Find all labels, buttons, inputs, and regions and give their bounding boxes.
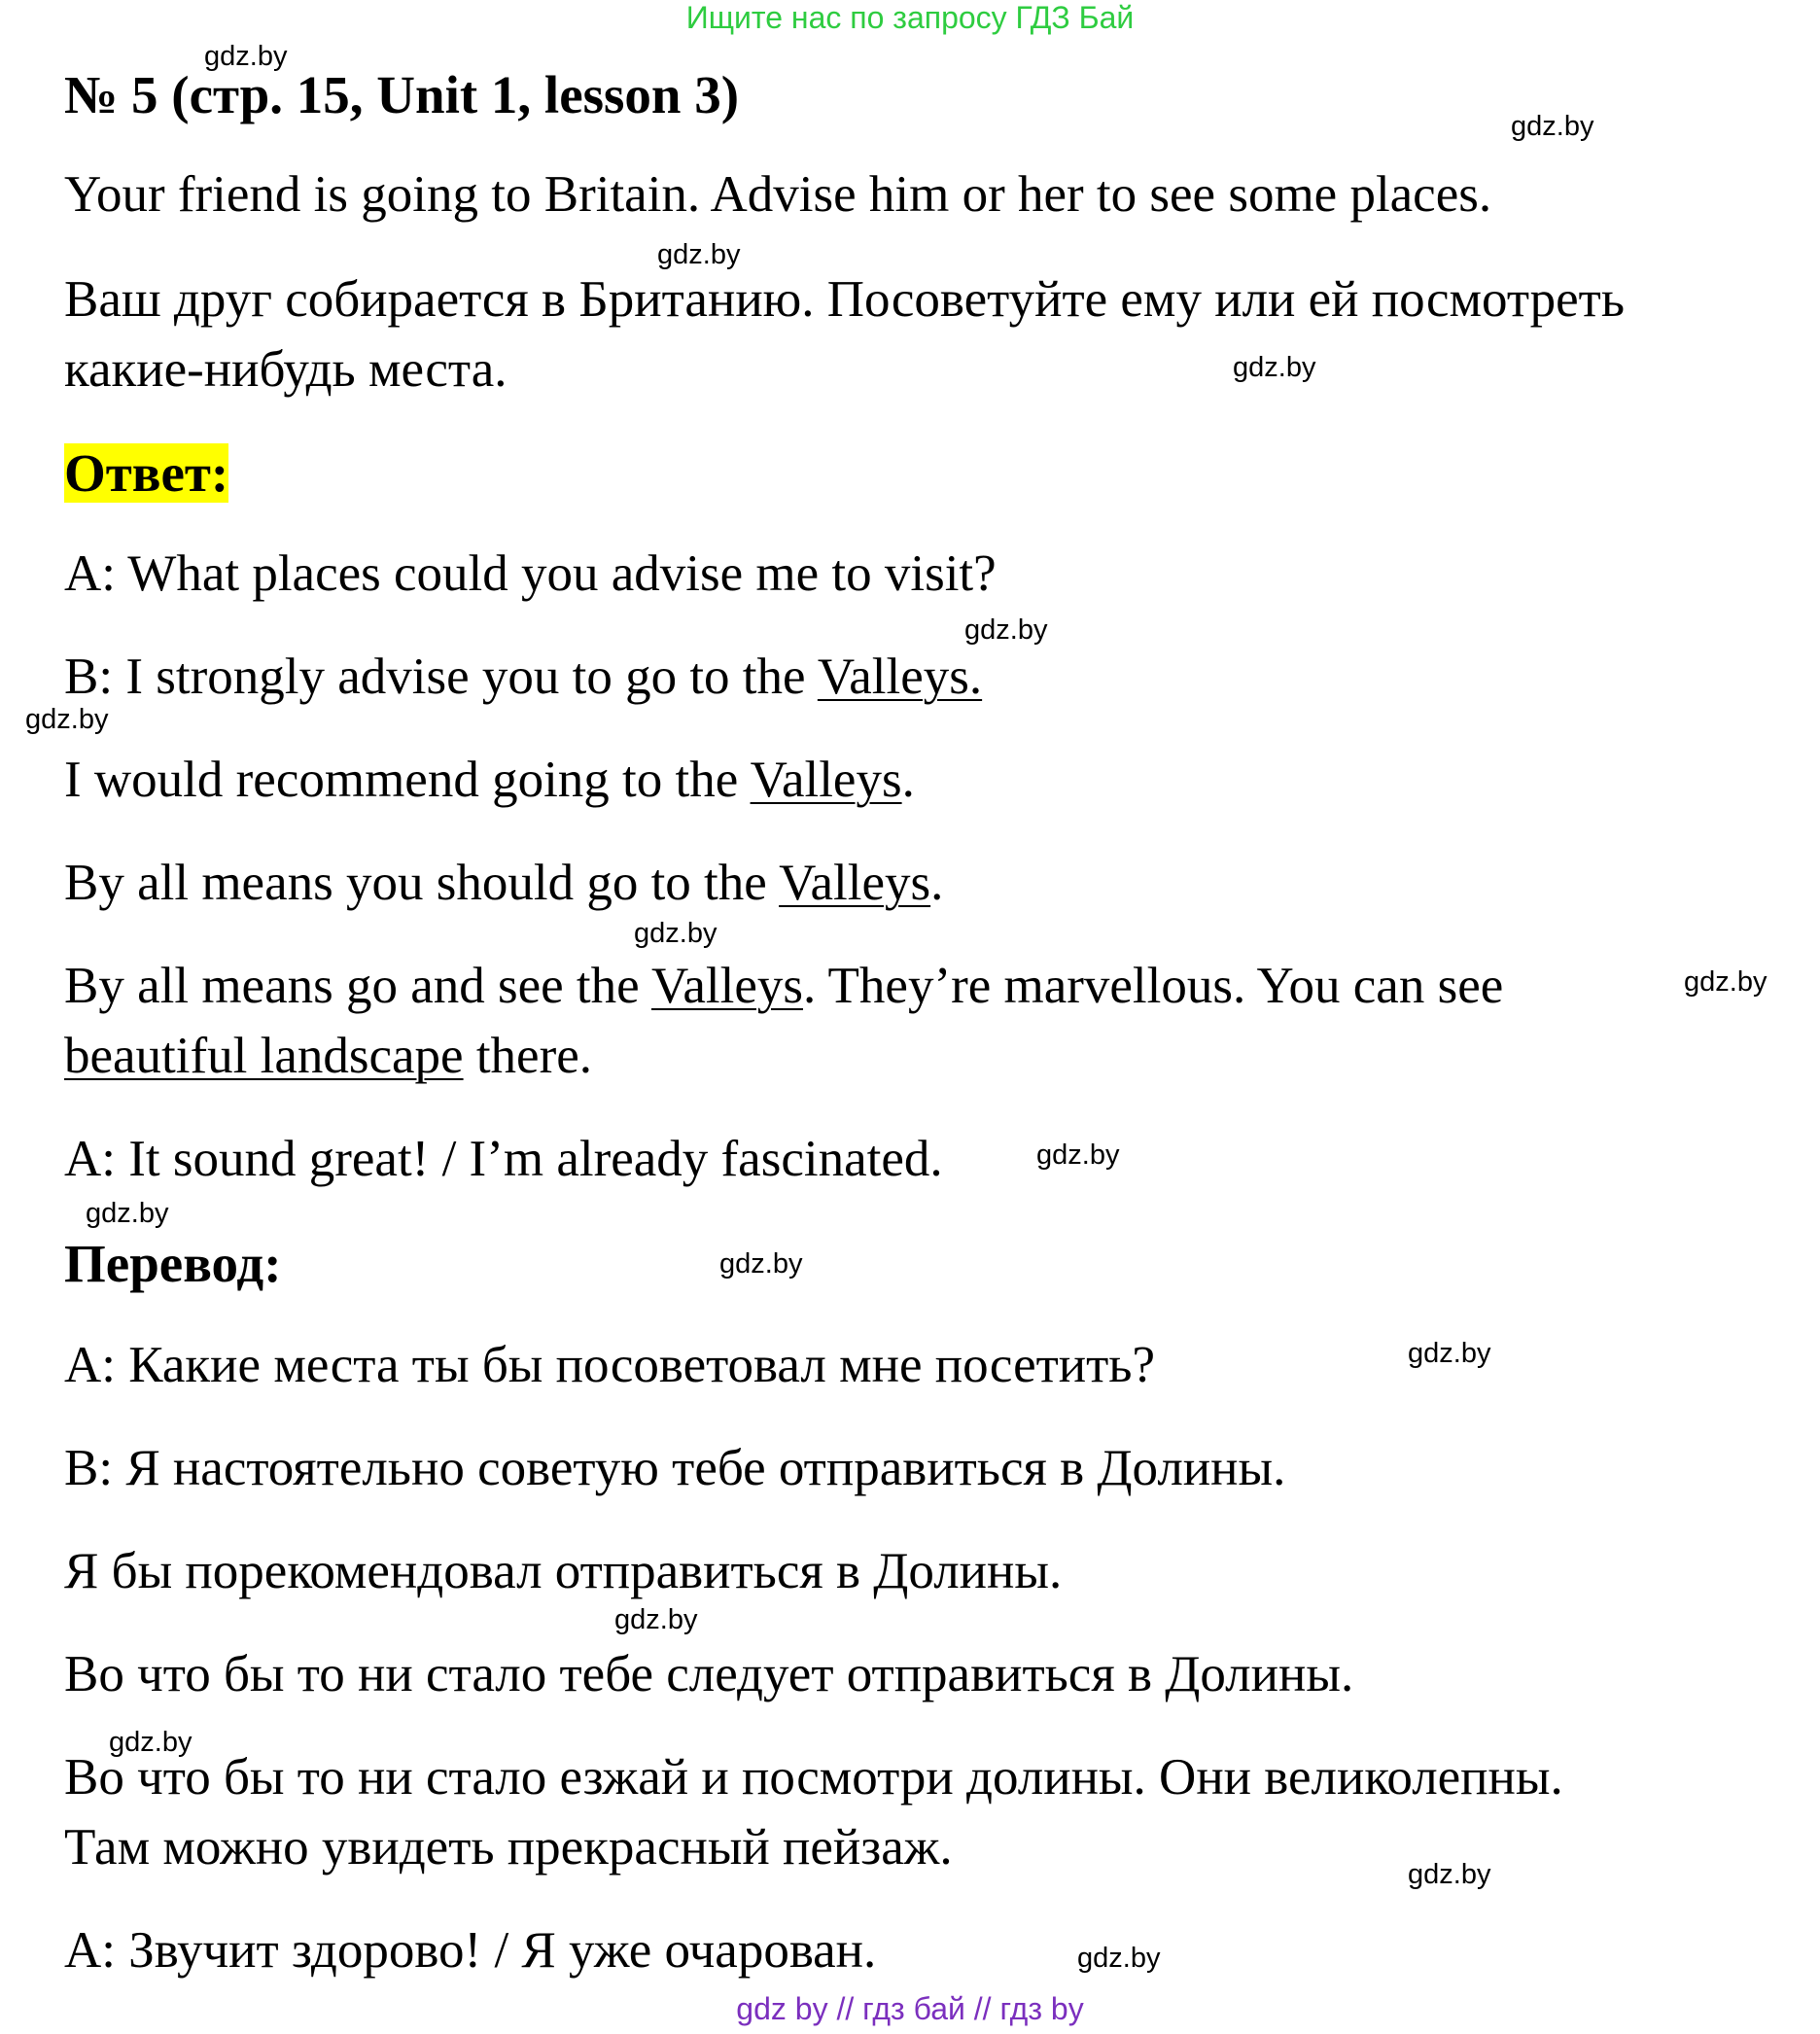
task-english: Your friend is going to Britain. Advise him or her to see some places.: [64, 166, 1492, 223]
watermark: gdz.by: [964, 614, 1048, 646]
watermark: gdz.by: [86, 1198, 169, 1229]
top-banner[interactable]: Ищите нас по запросу ГДЗ Бай: [685, 0, 1135, 35]
translation-line-4: Во что бы то ни стало тебе следует отправиться в Долины.: [64, 1646, 1354, 1702]
answer-line-5: [64, 957, 1503, 1015]
watermark: gdz.by: [719, 1248, 803, 1280]
bottom-banner[interactable]: gdz by // гдз бай // гдз by: [736, 1991, 1084, 2026]
translation-line-5: Во что бы то ни стало езжай и посмотри долины. Они великолепны.: [64, 1749, 1563, 1806]
answer-line-4: [64, 854, 943, 912]
answer-line-5-text: By all means go and see the: [64, 958, 651, 1014]
answer-line-2: [64, 648, 982, 706]
translation-line-3: Я бы порекомендовал отправиться в Долины.: [64, 1543, 1063, 1599]
answer-line-2-underlined: Valleys.: [817, 649, 983, 705]
answer-heading: [64, 442, 228, 504]
watermark: gdz.by: [25, 704, 109, 735]
answer-line-6-end: there.: [463, 1028, 593, 1084]
watermark: gdz.by: [109, 1727, 192, 1758]
answer-line-5-underlined: Valleys: [650, 958, 803, 1014]
answer-line-3-text: I would recommend going to the: [64, 752, 751, 808]
translation-line-1: A: Какие места ты бы посоветовал мне посетить?: [64, 1337, 1156, 1393]
answer-line-4-text: By all means you should go to the: [64, 855, 780, 911]
answer-line-3-underlined: Valleys: [750, 752, 902, 808]
answer-line-6: [64, 1027, 592, 1085]
answer-line-3-end: .: [901, 752, 915, 808]
translation-heading: Перевод:: [64, 1234, 282, 1293]
answer-line-4-end: .: [930, 855, 944, 911]
answer-line-6-underlined: beautiful landscape: [64, 1028, 464, 1084]
watermark: gdz.by: [634, 918, 718, 949]
translation-line-7: A: Звучит здорово! / Я уже очарован.: [64, 1922, 877, 1979]
answer-line-3: [64, 751, 915, 809]
watermark: gdz.by: [1233, 352, 1316, 383]
answer-line-7: A: It sound great! / I’m already fascinated.: [64, 1131, 943, 1187]
answer-line-2-text: B: I strongly advise you to go to the: [64, 649, 818, 705]
task-russian-line-2: какие-нибудь места.: [64, 341, 508, 398]
watermark: gdz.by: [1408, 1338, 1491, 1369]
translation-line-6: Там можно увидеть прекрасный пейзаж.: [64, 1819, 953, 1876]
watermark: gdz.by: [1408, 1859, 1491, 1890]
translation-line-2: B: Я настоятельно советую тебе отправиться в Долины.: [64, 1440, 1286, 1496]
task-russian-line-1: Ваш друг собирается в Британию. Посоветуйте ему или ей посмотреть: [64, 271, 1625, 328]
watermark: gdz.by: [1511, 111, 1594, 142]
answer-line-5-end: . They’re marvellous. You can see: [803, 958, 1504, 1014]
page-title: № 5 (стр. 15, Unit 1, lesson 3): [64, 65, 740, 124]
answer-line-1: A: What places could you advise me to visit?: [64, 545, 997, 602]
answer-line-4-underlined: Valleys: [779, 855, 931, 911]
watermark: gdz.by: [657, 239, 741, 270]
watermark: gdz.by: [204, 41, 288, 72]
watermark: gdz.by: [614, 1604, 698, 1635]
watermark: gdz.by: [1036, 1140, 1120, 1171]
watermark: gdz.by: [1077, 1943, 1161, 1974]
watermark: gdz.by: [1684, 966, 1768, 998]
answer-heading-text: Ответ:: [64, 443, 229, 503]
